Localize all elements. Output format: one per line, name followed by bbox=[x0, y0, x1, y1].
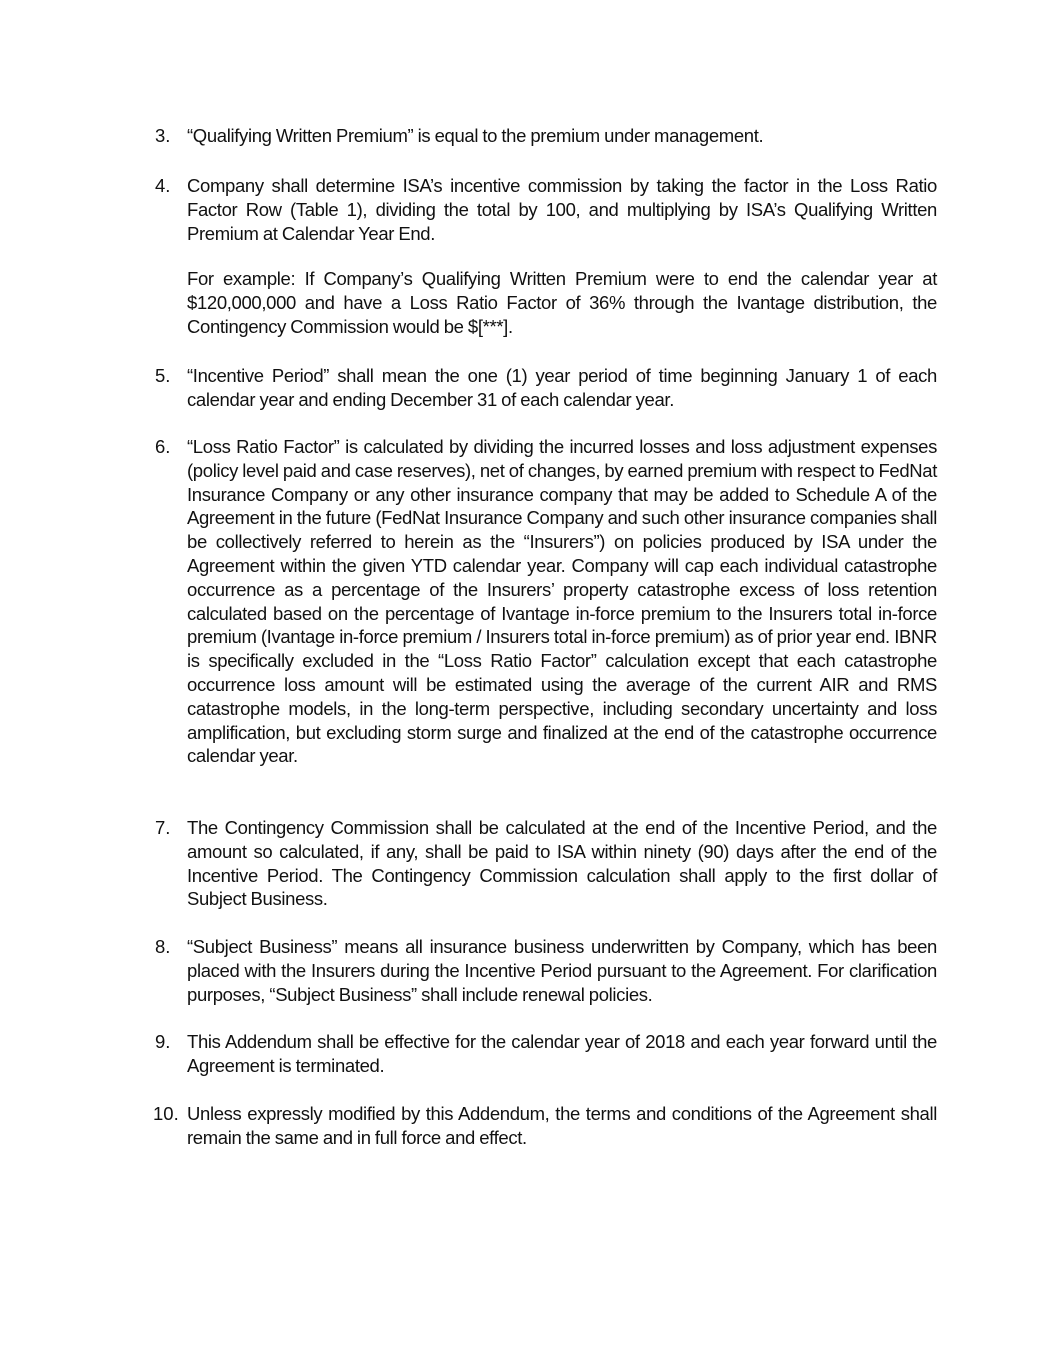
item-number: 9. bbox=[155, 1031, 171, 1052]
item-number: 8. bbox=[155, 936, 171, 957]
item-text: “Subject Business” means all insurance business underwritten by Company, which has been placed with the Insurers during the Incentive Period pursuant to the Agreement. For clarification purposes, “Subject Business” shall include renewal policies. bbox=[187, 936, 937, 1005]
list-item-3 bbox=[155, 124, 937, 148]
item-text: “Loss Ratio Factor” is calculated by dividing the incurred losses and loss adjustment expenses (policy level paid and case reserves), net of changes, by earned premium with respect to FedNat Insurance Company or any other insurance company that may be added to Schedule A of the Agreement in the future (FedNat Insurance Company and such other insurance companies shall be collectively referred to herein as the “Insurers”) on policies produced by ISA under the Agreement within the given YTD calendar year. Company will cap each individual catastrophe occurrence as a percentage of the Insurers’ property catastrophe excess of loss retention calculated based on the percentage of Ivantage in-force premium to the Insurers total in-force premium (Ivantage in-force premium / Insurers total in-force premium) as of prior year end. IBNR is specifically excluded in the “Loss Ratio Factor” calculation except that each catastrophe occurrence loss amount will be estimated using the average of the current AIR and RMS catastrophe models, in the long-term perspective, including secondary uncertainty and loss amplification, but excluding storm surge and finalized at the end of the catastrophe occurrence calendar year. bbox=[187, 436, 938, 767]
item-text: Company shall determine ISA’s incentive commission by taking the factor in the Loss Ratio Factor Row (Table 1), dividing the total by 100, and multiplying by ISA’s Qualifying Written Premium at Calendar Year End. bbox=[187, 175, 937, 244]
item-number: 7. bbox=[155, 817, 171, 838]
item-text: Unless expressly modified by this Addendum, the terms and conditions of the Agreement shall remain the same and in full force and effect. bbox=[187, 1103, 937, 1148]
list-item-8 bbox=[155, 935, 937, 1006]
item-text: “Qualifying Written Premium” is equal to the premium under management. bbox=[187, 125, 764, 146]
item-number: 6. bbox=[155, 436, 171, 457]
item-number: 10. bbox=[153, 1103, 179, 1124]
item-text: This Addendum shall be effective for the calendar year of 2018 and each year forward until the Agreement is terminated. bbox=[187, 1031, 937, 1076]
item-text: The Contingency Commission shall be calculated at the end of the Incentive Period, and the amount so calculated, if any, shall be paid to ISA within ninety (90) days after the end of the Incentive Period. The Contingency Commission calculation shall apply to the first dollar of Subject Business. bbox=[187, 817, 937, 910]
list-item-4 bbox=[155, 174, 937, 339]
item-text: “Incentive Period” shall mean the one (1) year period of time beginning January 1 of each calendar year and ending December 31 of each calendar year. bbox=[187, 365, 937, 410]
list-item-7 bbox=[155, 816, 937, 911]
example-paragraph: For example: If Company’s Qualifying Written Premium were to end the calendar year at $120,000,000 and have a Loss Ratio Factor of 36% through the Ivantage distribution, the Contingency Commission would be $[***]. bbox=[187, 268, 937, 337]
list-item-5 bbox=[155, 364, 937, 412]
item-number: 5. bbox=[155, 365, 171, 386]
list-item-9 bbox=[155, 1030, 937, 1078]
list-item-10 bbox=[155, 1102, 937, 1150]
item-number: 3. bbox=[155, 125, 171, 146]
item-number: 4. bbox=[155, 175, 171, 196]
list-item-6 bbox=[155, 435, 937, 768]
